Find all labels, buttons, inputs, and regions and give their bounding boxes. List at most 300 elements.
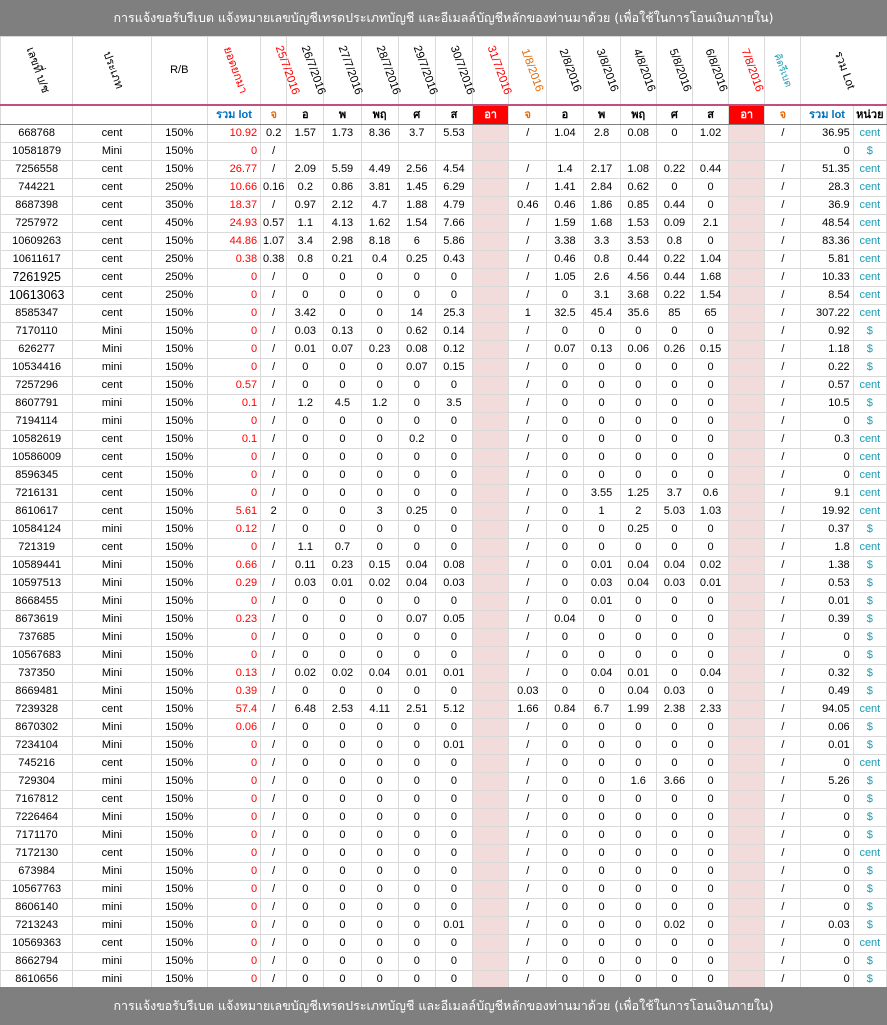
- table-cell: 150%: [151, 305, 207, 323]
- table-cell: 0: [324, 683, 361, 701]
- table-cell: 0: [547, 287, 583, 305]
- table-cell: [620, 143, 656, 161]
- table-cell: 0: [656, 953, 692, 971]
- table-cell: /: [765, 809, 801, 827]
- table-cell: $: [853, 629, 886, 647]
- table-cell: 737350: [1, 665, 73, 683]
- table-cell: 0: [583, 611, 620, 629]
- table-cell: 4.7: [361, 197, 398, 215]
- table-cell: 0.29: [207, 575, 260, 593]
- table-cell: 150%: [151, 827, 207, 845]
- table-cell: [729, 575, 765, 593]
- table-cell: 0: [583, 449, 620, 467]
- table-cell: mini: [73, 953, 151, 971]
- table-cell: [729, 971, 765, 989]
- table-cell: 10.92: [207, 125, 260, 143]
- table-cell: 4.79: [435, 197, 472, 215]
- table-cell: 0: [398, 413, 435, 431]
- table-cell: 0.66: [207, 557, 260, 575]
- table-cell: /: [765, 791, 801, 809]
- table-cell: 36.95: [801, 125, 853, 143]
- table-row: [1, 539, 887, 557]
- table-cell: 0: [547, 557, 583, 575]
- table-cell: 0: [324, 629, 361, 647]
- table-cell: 0: [287, 827, 324, 845]
- table-cell: 0: [547, 791, 583, 809]
- table-cell: 0: [361, 773, 398, 791]
- table-cell: 10586009: [1, 449, 73, 467]
- table-cell: 0: [692, 521, 728, 539]
- table-cell: 0: [361, 755, 398, 773]
- table-cell: 8610656: [1, 971, 73, 989]
- table-cell: /: [509, 125, 547, 143]
- header-date: 2/8/2016: [547, 37, 583, 106]
- table-cell: 5.26: [801, 773, 853, 791]
- table-cell: 4.11: [361, 701, 398, 719]
- table-cell: 0: [547, 827, 583, 845]
- table-cell: /: [261, 539, 287, 557]
- table-cell: 0: [207, 359, 260, 377]
- table-cell: 3.66: [656, 773, 692, 791]
- table-cell: [765, 143, 801, 161]
- table-cell: 0: [398, 953, 435, 971]
- table-cell: /: [765, 593, 801, 611]
- table-cell: 0: [583, 845, 620, 863]
- table-cell: 0.23: [324, 557, 361, 575]
- table-cell: /: [261, 197, 287, 215]
- table-cell: $: [853, 899, 886, 917]
- header-date: 1/8/2016: [509, 37, 547, 106]
- table-cell: 0.8: [656, 233, 692, 251]
- table-cell: 10582619: [1, 431, 73, 449]
- table-cell: 4.13: [324, 215, 361, 233]
- table-cell: /: [765, 395, 801, 413]
- table-cell: 0: [361, 935, 398, 953]
- table-cell: 0: [361, 377, 398, 395]
- table-cell: [729, 791, 765, 809]
- table-cell: 150%: [151, 431, 207, 449]
- table-cell: [729, 593, 765, 611]
- table-cell: cent: [73, 251, 151, 269]
- table-cell: 0.15: [692, 341, 728, 359]
- table-cell: 28.3: [801, 179, 853, 197]
- table-cell: 0.01: [801, 737, 853, 755]
- table-cell: cent: [73, 485, 151, 503]
- table-cell: /: [765, 935, 801, 953]
- table-cell: [729, 161, 765, 179]
- table-cell: 150%: [151, 629, 207, 647]
- table-cell: 0: [435, 269, 472, 287]
- table-cell: 0: [361, 917, 398, 935]
- table-cell: 2: [261, 503, 287, 521]
- table-cell: 0: [656, 629, 692, 647]
- table-cell: 0: [287, 953, 324, 971]
- table-cell: 4.54: [435, 161, 472, 179]
- table-cell: 0: [547, 935, 583, 953]
- table-cell: /: [765, 359, 801, 377]
- table-cell: [473, 467, 509, 485]
- table-cell: 0: [361, 467, 398, 485]
- table-cell: 0: [620, 323, 656, 341]
- table-cell: 307.22: [801, 305, 853, 323]
- table-cell: $: [853, 917, 886, 935]
- table-cell: mini: [73, 881, 151, 899]
- table-row: [1, 791, 887, 809]
- table-cell: 0: [435, 431, 472, 449]
- table-cell: 7234104: [1, 737, 73, 755]
- table-cell: 51.35: [801, 161, 853, 179]
- table-cell: 0.6: [692, 485, 728, 503]
- table-cell: 0: [361, 647, 398, 665]
- table-cell: 721319: [1, 539, 73, 557]
- table-cell: 0: [207, 467, 260, 485]
- table-cell: [729, 809, 765, 827]
- table-cell: 0: [692, 413, 728, 431]
- table-cell: 0: [361, 845, 398, 863]
- table-row: [1, 899, 887, 917]
- table-cell: 0: [207, 647, 260, 665]
- table-cell: 0: [620, 827, 656, 845]
- table-cell: 7216131: [1, 485, 73, 503]
- table-cell: 0: [287, 845, 324, 863]
- table-cell: 0.62: [620, 179, 656, 197]
- table-cell: 2.09: [287, 161, 324, 179]
- table-cell: 1.68: [583, 215, 620, 233]
- table-cell: 0.22: [801, 359, 853, 377]
- table-cell: 150%: [151, 971, 207, 989]
- table-cell: [473, 719, 509, 737]
- table-cell: 0: [620, 449, 656, 467]
- table-cell: [473, 215, 509, 233]
- table-cell: 0: [583, 737, 620, 755]
- table-cell: [729, 413, 765, 431]
- table-cell: 0: [547, 755, 583, 773]
- table-cell: 0: [324, 809, 361, 827]
- table-cell: /: [261, 971, 287, 989]
- table-cell: 0.01: [287, 341, 324, 359]
- table-cell: cent: [853, 161, 886, 179]
- table-cell: 0: [398, 719, 435, 737]
- table-cell: 0: [207, 845, 260, 863]
- table-cell: 0: [583, 431, 620, 449]
- table-cell: /: [509, 503, 547, 521]
- table-row: [1, 521, 887, 539]
- table-cell: [729, 665, 765, 683]
- table-cell: 0: [547, 773, 583, 791]
- table-cell: 0: [398, 485, 435, 503]
- table-cell: 0: [287, 413, 324, 431]
- table-cell: 3.5: [435, 395, 472, 413]
- table-cell: cent: [853, 431, 886, 449]
- table-cell: 0: [287, 503, 324, 521]
- table-cell: 0: [801, 845, 853, 863]
- table-row: [1, 467, 887, 485]
- table-cell: /: [261, 629, 287, 647]
- table-cell: /: [261, 809, 287, 827]
- table-cell: 0: [207, 305, 260, 323]
- table-cell: 0: [435, 971, 472, 989]
- table-cell: 0: [435, 935, 472, 953]
- table-cell: 0: [656, 899, 692, 917]
- table-cell: 0: [801, 755, 853, 773]
- table-row: [1, 935, 887, 953]
- table-cell: 150%: [151, 809, 207, 827]
- table-row: [1, 809, 887, 827]
- table-cell: 0: [583, 683, 620, 701]
- table-cell: Mini: [73, 143, 151, 161]
- table-cell: 0: [361, 539, 398, 557]
- table-cell: 150%: [151, 935, 207, 953]
- table-row: [1, 359, 887, 377]
- table-cell: 0: [801, 863, 853, 881]
- table-row: [1, 575, 887, 593]
- table-cell: 0: [620, 971, 656, 989]
- table-cell: 0: [620, 953, 656, 971]
- table-cell: 0.03: [656, 575, 692, 593]
- table-cell: 0: [620, 881, 656, 899]
- footer-text: การแจ้งขอรับรีเบต แจ้งหมายเลขบัญชีเทรดประเภทบัญชี และอีเมลล์บัญชีหลักของท่านมาด้วย (เพื่อใช้ในการโอนเงินภายใน): [113, 998, 774, 1013]
- table-cell: /: [261, 881, 287, 899]
- table-cell: 0: [583, 917, 620, 935]
- table-cell: 7226464: [1, 809, 73, 827]
- table-cell: Mini: [73, 827, 151, 845]
- table-cell: /: [765, 377, 801, 395]
- table-cell: 3.1: [583, 287, 620, 305]
- table-cell: [547, 143, 583, 161]
- table-cell: 1.68: [692, 269, 728, 287]
- table-cell: 0.03: [583, 575, 620, 593]
- header-total: ยอดยกมา: [207, 37, 260, 106]
- table-cell: 0: [547, 431, 583, 449]
- table-cell: 0: [547, 359, 583, 377]
- table-cell: 0: [435, 629, 472, 647]
- table-cell: cent: [853, 701, 886, 719]
- table-cell: [473, 161, 509, 179]
- table-cell: 0: [435, 449, 472, 467]
- table-cell: 0: [324, 791, 361, 809]
- table-cell: $: [853, 953, 886, 971]
- table-cell: /: [509, 557, 547, 575]
- table-cell: 7261925: [1, 269, 73, 287]
- table-cell: 0: [656, 449, 692, 467]
- header-date: 28/7/2016: [361, 37, 398, 106]
- table-cell: 350%: [151, 197, 207, 215]
- table-cell: 0: [692, 935, 728, 953]
- table-cell: 1.57: [287, 125, 324, 143]
- table-cell: 0: [620, 593, 656, 611]
- table-cell: 8610617: [1, 503, 73, 521]
- table-cell: 0: [287, 377, 324, 395]
- table-row: [1, 827, 887, 845]
- table-cell: [473, 521, 509, 539]
- table-cell: 150%: [151, 899, 207, 917]
- table-cell: 0: [656, 809, 692, 827]
- table-cell: [473, 269, 509, 287]
- table-cell: [729, 773, 765, 791]
- table-cell: cent: [73, 539, 151, 557]
- table-cell: 6.7: [583, 701, 620, 719]
- table-cell: 0: [398, 755, 435, 773]
- table-cell: 0: [287, 773, 324, 791]
- table-cell: /: [765, 197, 801, 215]
- table-cell: [473, 197, 509, 215]
- table-cell: 10609263: [1, 233, 73, 251]
- table-cell: [729, 269, 765, 287]
- table-cell: 0: [692, 827, 728, 845]
- table-cell: $: [853, 737, 886, 755]
- table-cell: [473, 395, 509, 413]
- table-cell: 0: [583, 413, 620, 431]
- table-cell: 0: [287, 899, 324, 917]
- table-cell: 0.4: [361, 251, 398, 269]
- table-cell: 0.04: [620, 683, 656, 701]
- table-cell: [656, 143, 692, 161]
- table-cell: /: [765, 269, 801, 287]
- table-cell: 0: [547, 575, 583, 593]
- table-cell: /: [509, 323, 547, 341]
- table-cell: $: [853, 863, 886, 881]
- table-cell: 0: [361, 305, 398, 323]
- table-cell: 0.02: [692, 557, 728, 575]
- table-cell: 0: [583, 647, 620, 665]
- table-cell: [473, 971, 509, 989]
- table-cell: 1.05: [547, 269, 583, 287]
- table-cell: 0: [692, 881, 728, 899]
- table-cell: 0: [398, 467, 435, 485]
- table-cell: 0: [692, 755, 728, 773]
- table-cell: /: [509, 521, 547, 539]
- table-cell: 0: [398, 395, 435, 413]
- table-cell: 5.86: [435, 233, 472, 251]
- table-cell: 0: [207, 413, 260, 431]
- table-cell: 0: [287, 719, 324, 737]
- table-row: [1, 125, 887, 143]
- table-cell: cent: [73, 503, 151, 521]
- table-cell: 0.26: [656, 341, 692, 359]
- table-cell: 0.02: [656, 917, 692, 935]
- table-cell: [473, 233, 509, 251]
- table-cell: cent: [73, 791, 151, 809]
- table-cell: /: [509, 611, 547, 629]
- table-cell: 0.08: [398, 341, 435, 359]
- table-cell: mini: [73, 521, 151, 539]
- table-cell: 0.23: [361, 341, 398, 359]
- table-cell: 10613063: [1, 287, 73, 305]
- table-cell: /: [261, 161, 287, 179]
- table-cell: cent: [853, 215, 886, 233]
- table-cell: 0: [620, 791, 656, 809]
- table-cell: [729, 881, 765, 899]
- table-cell: 150%: [151, 485, 207, 503]
- table-cell: /: [509, 161, 547, 179]
- table-cell: 0: [324, 737, 361, 755]
- table-cell: 0.38: [261, 251, 287, 269]
- table-cell: cent: [853, 845, 886, 863]
- table-cell: 150%: [151, 863, 207, 881]
- table-cell: 6: [398, 233, 435, 251]
- table-cell: [473, 377, 509, 395]
- table-row: [1, 863, 887, 881]
- table-cell: /: [509, 917, 547, 935]
- table-cell: /: [261, 935, 287, 953]
- table-cell: 1.73: [324, 125, 361, 143]
- table-cell: cent: [73, 431, 151, 449]
- table-cell: 0: [435, 719, 472, 737]
- table-cell: /: [261, 593, 287, 611]
- table-row: [1, 269, 887, 287]
- table-row: [1, 629, 887, 647]
- table-cell: [583, 143, 620, 161]
- table-cell: 24.93: [207, 215, 260, 233]
- table-cell: 0.92: [801, 323, 853, 341]
- table-cell: 150%: [151, 377, 207, 395]
- table-cell: 0: [207, 593, 260, 611]
- table-cell: [361, 143, 398, 161]
- table-row: [1, 305, 887, 323]
- table-cell: [398, 143, 435, 161]
- table-cell: 0: [361, 683, 398, 701]
- table-cell: /: [509, 665, 547, 683]
- table-cell: 0.04: [583, 665, 620, 683]
- table-cell: 0: [207, 935, 260, 953]
- table-cell: cent: [853, 467, 886, 485]
- table-cell: 0: [583, 809, 620, 827]
- table-row: [1, 593, 887, 611]
- table-cell: cent: [853, 305, 886, 323]
- table-cell: $: [853, 683, 886, 701]
- table-cell: 0.2: [398, 431, 435, 449]
- table-cell: 150%: [151, 395, 207, 413]
- table-cell: [729, 683, 765, 701]
- table-cell: 0: [583, 863, 620, 881]
- table-cell: 0: [583, 791, 620, 809]
- table-cell: 0: [287, 755, 324, 773]
- table-cell: /: [261, 683, 287, 701]
- table-cell: 0: [547, 467, 583, 485]
- table-cell: 0.44: [620, 251, 656, 269]
- table-cell: 0: [361, 287, 398, 305]
- table-cell: /: [765, 737, 801, 755]
- table-cell: 0: [583, 935, 620, 953]
- table-cell: 26.77: [207, 161, 260, 179]
- table-cell: cent: [853, 377, 886, 395]
- table-cell: $: [853, 647, 886, 665]
- table-cell: 0: [692, 395, 728, 413]
- table-cell: /: [765, 827, 801, 845]
- table-cell: 0: [398, 917, 435, 935]
- table-cell: 0.04: [620, 575, 656, 593]
- table-cell: /: [509, 593, 547, 611]
- table-cell: 0: [692, 179, 728, 197]
- table-cell: cent: [853, 269, 886, 287]
- table-cell: 0: [547, 845, 583, 863]
- table-cell: 0: [324, 935, 361, 953]
- table-cell: [473, 701, 509, 719]
- table-cell: /: [261, 305, 287, 323]
- table-cell: 0: [620, 467, 656, 485]
- table-cell: 0: [656, 431, 692, 449]
- table-cell: $: [853, 809, 886, 827]
- table-cell: 0.1: [207, 431, 260, 449]
- table-cell: 10567683: [1, 647, 73, 665]
- table-cell: 0.22: [656, 251, 692, 269]
- table-cell: 0: [287, 917, 324, 935]
- header-date: 6/8/2016: [692, 37, 728, 106]
- table-cell: 94.05: [801, 701, 853, 719]
- table-cell: 0: [207, 881, 260, 899]
- table-cell: 3.7: [398, 125, 435, 143]
- table-cell: 0: [398, 629, 435, 647]
